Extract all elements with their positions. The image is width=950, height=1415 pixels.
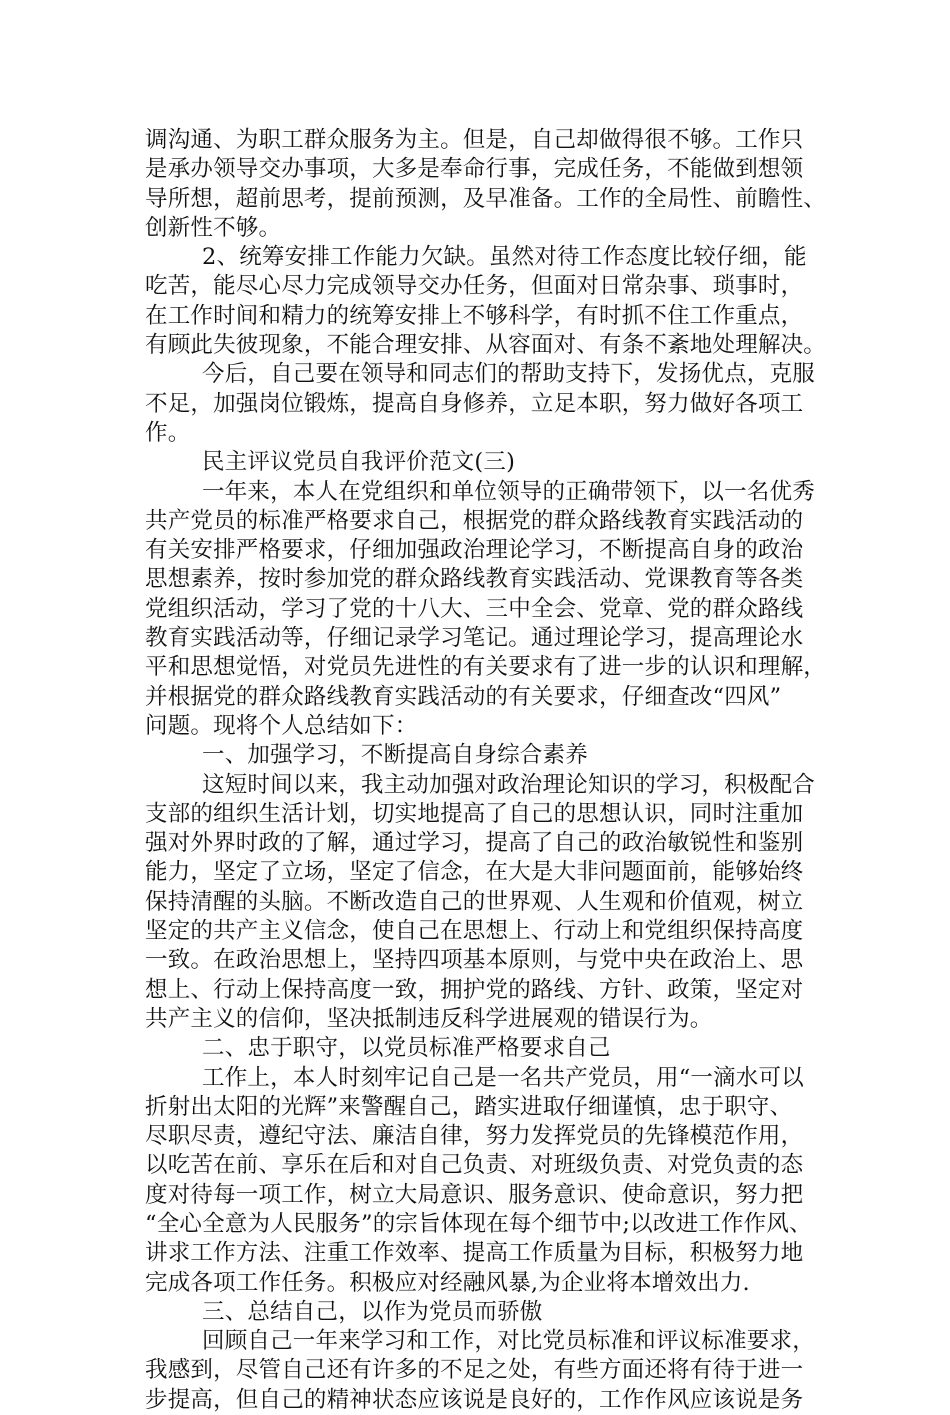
text-line: 并根据党的群众路线教育实践活动的有关要求，仔细查改“四风” [145,683,782,710]
text-line: 有关安排严格要求，仔细加强政治理论学习，不断提高自身的政治 [145,537,804,564]
text-line: 平和思想觉悟，对党员先进性的有关要求有了进一步的认识和理解， [145,654,827,681]
text-line: 创新性不够。 [145,214,282,241]
text-line: 教育实践活动等，仔细记录学习笔记。通过理论学习，提高理论水 [145,625,804,652]
text-line: 共产主义的信仰，坚决抵制违反科学进展观的错误行为。 [145,1005,713,1032]
text-line: 今后，自己要在领导和同志们的帮助支持下，发扬优点，克服 [202,361,815,388]
text-line: 在工作时间和精力的统筹安排上不够科学，有时抓不住工作重点， [145,302,804,329]
text-line: 度对待每一项工作，树立大局意识、服务意识、使命意识，努力把 [145,1181,804,1208]
text-line: 有顾此失彼现象，不能合理安排、从容面对、有条不紊地处理解决。 [145,332,827,359]
text-line: 强对外界时政的了解，通过学习，提高了自己的政治敏锐性和鉴别 [145,830,804,857]
text-line: 是承办领导交办事项，大多是奉命行事，完成任务，不能做到想领 [145,156,804,183]
text-line: 作。 [145,419,191,446]
text-line: 不足，加强岗位锻炼，提高自身修养，立足本职，努力做好各项工 [145,390,804,417]
text-line: 党组织活动，学习了党的十八大、三中全会、党章、党的群众路线 [145,595,804,622]
text-line: 讲求工作方法、注重工作效率、提高工作质量为目标，积极努力地 [145,1240,804,1267]
text-line: 思想素养，按时参加党的群众路线教育实践活动、党课教育等各类 [145,566,804,593]
text-line: 调沟通、为职工群众服务为主。但是，自己却做得很不够。工作只 [145,127,804,153]
text-line: 支部的组织生活计划，切实地提高了自己的思想认识，同时注重加 [145,800,804,827]
text-line: 想上、行动上保持高度一致，拥护党的路线、方针、政策，坚定对 [145,976,804,1003]
text-line: 这短时间以来，我主动加强对政治理论知识的学习，积极配合 [202,771,815,798]
text-line: 我感到，尽管自己还有许多的不足之处，有些方面还将有待于进一 [145,1357,804,1384]
text-line: 步提高，但自己的精神状态应该说是良好的，工作作风应该说是务 [145,1386,804,1413]
text-line: 共产党员的标准严格要求自己，根据党的群众路线教育实践活动的 [145,507,804,534]
text-line: 回顾自己一年来学习和工作，对比党员标准和评议标准要求， [202,1328,815,1355]
text-line: 2、统筹安排工作能力欠缺。虽然对待工作态度比较仔细，能 [202,244,807,271]
text-line: 民主评议党员自我评价范文(三) [202,449,516,476]
text-line: 完成各项工作任务。积极应对经融风暴,为企业将本增效出力. [145,1269,750,1296]
text-line: 导所想，超前思考，提前预测，及早准备。工作的全局性、前瞻性、 [145,185,827,212]
text-line: 一致。在政治思想上，坚持四项基本原则，与党中央在政治上、思 [145,947,804,974]
text-line: 坚定的共产主义信念，使自己在思想上、行动上和党组织保持高度 [145,918,804,945]
text-line: 以吃苦在前、享乐在后和对自己负责、对班级负责、对党负责的态 [145,1152,804,1179]
text-line: 问题。现将个人总结如下： [145,712,418,739]
text-line: 尽职尽责，遵纪守法、廉洁自律，努力发挥党员的先锋模范作用， [145,1123,804,1150]
text-line: 吃苦，能尽心尽力完成领导交办任务，但面对日常杂事、琐事时， [145,273,804,300]
text-line: 折射出太阳的光辉”来警醒自己，踏实进取仔细谨慎，忠于职守、 [145,1093,793,1120]
text-line: 一年来，本人在党组织和单位领导的正确带领下，以一名优秀 [202,478,815,505]
text-line: 能力，坚定了立场，坚定了信念，在大是大非问题面前，能够始终 [145,859,804,886]
text-line: 一、加强学习，不断提高自身综合素养 [202,742,588,769]
document-body [145,126,827,1415]
text-line: 工作上，本人时刻牢记自己是一名共产党员，用“一滴水可以 [202,1064,804,1091]
text-line: “全心全意为人民服务”的宗旨体现在每个细节中;以改进工作作风、 [145,1210,812,1237]
text-line: 二、忠于职守，以党员标准严格要求自己 [202,1035,611,1062]
text-line: 三、总结自己，以作为党员而骄傲 [202,1298,543,1325]
text-line: 保持清醒的头脑。不断改造自己的世界观、人生观和价值观，树立 [145,888,804,915]
